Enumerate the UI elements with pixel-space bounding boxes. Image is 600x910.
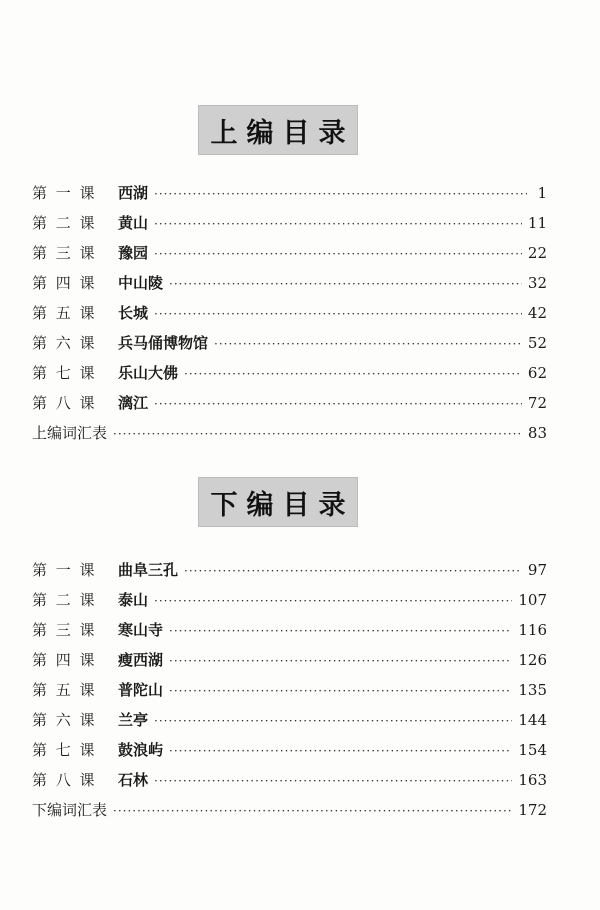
- page-number: 11: [527, 214, 547, 232]
- leader-dots: [113, 419, 522, 449]
- leader-dots: [169, 616, 512, 646]
- lesson-title: 曲阜三孔: [118, 561, 179, 579]
- toc-row[interactable]: [32, 615, 547, 645]
- leader-dots: [169, 269, 522, 299]
- lesson-title: 兰亭: [118, 711, 149, 729]
- lesson-number: 第 一 课: [32, 561, 97, 579]
- toc-row[interactable]: [32, 735, 547, 765]
- part1-toc: [32, 178, 547, 448]
- part2-title: 下编目录: [198, 477, 358, 527]
- leader-dots: [154, 299, 522, 329]
- lesson-number: 第 八 课: [32, 394, 97, 412]
- leader-dots: [184, 556, 522, 586]
- lesson-title: 普陀山: [118, 681, 164, 699]
- toc-row[interactable]: [32, 208, 547, 238]
- page-number: 42: [527, 304, 547, 322]
- page-number: 172: [518, 801, 547, 819]
- page-number: 135: [518, 681, 547, 699]
- leader-dots: [169, 676, 512, 706]
- page-number: 163: [518, 771, 547, 789]
- lesson-number: 第 五 课: [32, 681, 97, 699]
- lesson-title: 豫园: [118, 244, 149, 262]
- lesson-title: 寒山寺: [118, 621, 164, 639]
- leader-dots: [154, 766, 512, 796]
- toc-row[interactable]: [32, 555, 547, 585]
- lesson-title: 中山陵: [118, 274, 164, 292]
- toc-row[interactable]: [32, 585, 547, 615]
- lesson-number: 第 七 课: [32, 364, 97, 382]
- part1-title: 上编目录: [198, 105, 358, 155]
- lesson-title: 黄山: [118, 214, 149, 232]
- part2-toc: [32, 555, 547, 825]
- page-number: 72: [527, 394, 547, 412]
- leader-dots: [154, 179, 527, 209]
- toc-row[interactable]: [32, 238, 547, 268]
- toc-row[interactable]: [32, 358, 547, 388]
- lesson-number: 第 二 课: [32, 214, 97, 232]
- leader-dots: [184, 359, 522, 389]
- lesson-title: 西湖: [118, 184, 149, 202]
- lesson-number: 第 三 课: [32, 244, 97, 262]
- toc-row-vocab[interactable]: [32, 418, 547, 448]
- lesson-number: 第 六 课: [32, 334, 97, 352]
- page-number: 97: [527, 561, 547, 579]
- toc-row[interactable]: [32, 765, 547, 795]
- lesson-title: 瘦西湖: [118, 651, 164, 669]
- toc-row[interactable]: [32, 705, 547, 735]
- toc-row[interactable]: [32, 388, 547, 418]
- page-number: 22: [527, 244, 547, 262]
- toc-row[interactable]: [32, 298, 547, 328]
- vocab-title: 下编词汇表: [32, 801, 108, 819]
- toc-row[interactable]: [32, 675, 547, 705]
- page-number: 126: [518, 651, 547, 669]
- leader-dots: [214, 329, 522, 359]
- page-number: 144: [518, 711, 547, 729]
- leader-dots: [154, 586, 512, 616]
- leader-dots: [113, 796, 512, 826]
- page-number: 83: [527, 424, 547, 442]
- toc-row[interactable]: [32, 328, 547, 358]
- lesson-title: 乐山大佛: [118, 364, 179, 382]
- lesson-title: 漓江: [118, 394, 149, 412]
- lesson-number: 第 三 课: [32, 621, 97, 639]
- page-number: 154: [518, 741, 547, 759]
- toc-row[interactable]: [32, 268, 547, 298]
- page-number: 52: [527, 334, 547, 352]
- lesson-number: 第 一 课: [32, 184, 97, 202]
- leader-dots: [154, 706, 512, 736]
- vocab-title: 上编词汇表: [32, 424, 108, 442]
- lesson-number: 第 五 课: [32, 304, 97, 322]
- lesson-number: 第 四 课: [32, 651, 97, 669]
- toc-row[interactable]: [32, 645, 547, 675]
- lesson-title: 鼓浪屿: [118, 741, 164, 759]
- leader-dots: [154, 239, 522, 269]
- lesson-title: 兵马俑博物馆: [118, 334, 209, 352]
- toc-row-vocab[interactable]: [32, 795, 547, 825]
- leader-dots: [154, 209, 522, 239]
- lesson-title: 长城: [118, 304, 149, 322]
- lesson-number: 第 六 课: [32, 711, 97, 729]
- lesson-number: 第 八 课: [32, 771, 97, 789]
- page-number: 116: [518, 621, 547, 639]
- page-number: 107: [518, 591, 547, 609]
- lesson-number: 第 四 课: [32, 274, 97, 292]
- lesson-number: 第 七 课: [32, 741, 97, 759]
- leader-dots: [169, 736, 512, 766]
- lesson-number: 第 二 课: [32, 591, 97, 609]
- leader-dots: [169, 646, 512, 676]
- page-number: 1: [537, 184, 547, 202]
- lesson-title: 泰山: [118, 591, 149, 609]
- page-number: 32: [527, 274, 547, 292]
- leader-dots: [154, 389, 522, 419]
- toc-row[interactable]: [32, 178, 547, 208]
- page-number: 62: [527, 364, 547, 382]
- lesson-title: 石林: [118, 771, 149, 789]
